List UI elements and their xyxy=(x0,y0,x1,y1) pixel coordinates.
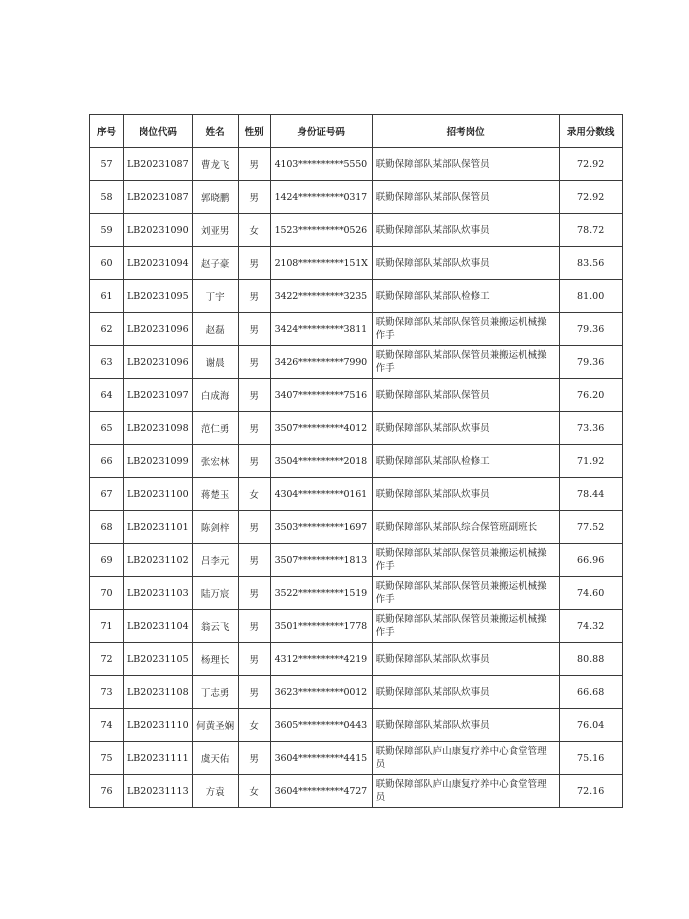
serial-no-cell: 74 xyxy=(90,709,124,742)
id-number-cell: 3604**********4727 xyxy=(270,775,372,808)
id-number-cell: 3501**********1778 xyxy=(270,610,372,643)
post-code-cell: LB20231087 xyxy=(124,181,193,214)
cutoff-score-cell: 83.56 xyxy=(559,247,622,280)
name-cell: 吕李元 xyxy=(192,544,238,577)
table-row xyxy=(90,775,623,808)
id-number-cell: 3504**********2018 xyxy=(270,445,372,478)
name-cell: 方袁 xyxy=(192,775,238,808)
id-number-cell: 3507**********1813 xyxy=(270,544,372,577)
serial-no-cell: 62 xyxy=(90,313,124,346)
cutoff-score-cell: 72.92 xyxy=(559,148,622,181)
table-row xyxy=(90,478,623,511)
post-code-cell: LB20231103 xyxy=(124,577,193,610)
table-row xyxy=(90,280,623,313)
name-cell: 曹龙飞 xyxy=(192,148,238,181)
name-cell: 谢晨 xyxy=(192,346,238,379)
serial-no-cell: 59 xyxy=(90,214,124,247)
serial-no-cell: 60 xyxy=(90,247,124,280)
serial-no-cell: 71 xyxy=(90,610,124,643)
id-number-cell: 4312**********4219 xyxy=(270,643,372,676)
cutoff-score-cell: 75.16 xyxy=(559,742,622,775)
table-row xyxy=(90,214,623,247)
gender-cell: 男 xyxy=(238,577,270,610)
serial-no-cell: 57 xyxy=(90,148,124,181)
serial-no-cell: 68 xyxy=(90,511,124,544)
cutoff-score-cell: 74.60 xyxy=(559,577,622,610)
table-row xyxy=(90,181,623,214)
serial-no-cell: 73 xyxy=(90,676,124,709)
gender-cell: 男 xyxy=(238,511,270,544)
cutoff-score-cell: 72.92 xyxy=(559,181,622,214)
id-number-cell: 2108**********151X xyxy=(270,247,372,280)
cutoff-score-cell: 81.00 xyxy=(559,280,622,313)
header-cutoff-score: 录用分数线 xyxy=(559,115,622,148)
gender-cell: 男 xyxy=(238,445,270,478)
name-cell: 赵子豪 xyxy=(192,247,238,280)
table-row xyxy=(90,643,623,676)
id-number-cell: 3407**********7516 xyxy=(270,379,372,412)
gender-cell: 女 xyxy=(238,775,270,808)
gender-cell: 男 xyxy=(238,280,270,313)
cutoff-score-cell: 66.96 xyxy=(559,544,622,577)
gender-cell: 男 xyxy=(238,379,270,412)
id-number-cell: 3503**********1697 xyxy=(270,511,372,544)
position-cell: 联勤保障部队某部队保管员兼搬运机械操作手 xyxy=(372,577,559,610)
position-cell: 联勤保障部队某部队炊事员 xyxy=(372,709,559,742)
id-number-cell: 3522**********1519 xyxy=(270,577,372,610)
name-cell: 张宏林 xyxy=(192,445,238,478)
post-code-cell: LB20231087 xyxy=(124,148,193,181)
position-cell: 联勤保障部队某部队检修工 xyxy=(372,280,559,313)
position-cell: 联勤保障部队某部队保管员兼搬运机械操作手 xyxy=(372,346,559,379)
post-code-cell: LB20231110 xyxy=(124,709,193,742)
gender-cell: 男 xyxy=(238,676,270,709)
id-number-cell: 1523**********0526 xyxy=(270,214,372,247)
header-post-code: 岗位代码 xyxy=(124,115,193,148)
gender-cell: 男 xyxy=(238,247,270,280)
gender-cell: 男 xyxy=(238,412,270,445)
cutoff-score-cell: 72.16 xyxy=(559,775,622,808)
position-cell: 联勤保障部队庐山康复疗养中心食堂管理员 xyxy=(372,775,559,808)
cutoff-score-cell: 79.36 xyxy=(559,346,622,379)
table-row xyxy=(90,544,623,577)
id-number-cell: 4103**********5550 xyxy=(270,148,372,181)
position-cell: 联勤保障部队某部队炊事员 xyxy=(372,676,559,709)
table-row xyxy=(90,742,623,775)
table-row xyxy=(90,313,623,346)
position-cell: 联勤保障部队某部队炊事员 xyxy=(372,247,559,280)
serial-no-cell: 75 xyxy=(90,742,124,775)
id-number-cell: 3424**********3811 xyxy=(270,313,372,346)
post-code-cell: LB20231108 xyxy=(124,676,193,709)
serial-no-cell: 63 xyxy=(90,346,124,379)
gender-cell: 女 xyxy=(238,214,270,247)
position-cell: 联勤保障部队某部队检修工 xyxy=(372,445,559,478)
position-cell: 联勤保障部队某部队炊事员 xyxy=(372,478,559,511)
post-code-cell: LB20231099 xyxy=(124,445,193,478)
position-cell: 联勤保障部队庐山康复疗养中心食堂管理员 xyxy=(372,742,559,775)
cutoff-score-cell: 71.92 xyxy=(559,445,622,478)
name-cell: 刘亚男 xyxy=(192,214,238,247)
position-cell: 联勤保障部队某部队保管员兼搬运机械操作手 xyxy=(372,610,559,643)
gender-cell: 男 xyxy=(238,313,270,346)
id-number-cell: 3422**********3235 xyxy=(270,280,372,313)
post-code-cell: LB20231105 xyxy=(124,643,193,676)
cutoff-score-cell: 78.72 xyxy=(559,214,622,247)
position-cell: 联勤保障部队某部队炊事员 xyxy=(372,214,559,247)
gender-cell: 男 xyxy=(238,346,270,379)
name-cell: 丁志勇 xyxy=(192,676,238,709)
cutoff-score-cell: 80.88 xyxy=(559,643,622,676)
serial-no-cell: 76 xyxy=(90,775,124,808)
name-cell: 陈剑梓 xyxy=(192,511,238,544)
serial-no-cell: 72 xyxy=(90,643,124,676)
table-header-row xyxy=(90,115,623,148)
position-cell: 联勤保障部队某部队保管员 xyxy=(372,181,559,214)
table-row xyxy=(90,148,623,181)
position-cell: 联勤保障部队某部队综合保管班副班长 xyxy=(372,511,559,544)
id-number-cell: 3426**********7990 xyxy=(270,346,372,379)
name-cell: 范仁勇 xyxy=(192,412,238,445)
post-code-cell: LB20231100 xyxy=(124,478,193,511)
post-code-cell: LB20231098 xyxy=(124,412,193,445)
name-cell: 白成海 xyxy=(192,379,238,412)
name-cell: 郭晓鹏 xyxy=(192,181,238,214)
name-cell: 何黄圣娴 xyxy=(192,709,238,742)
post-code-cell: LB20231094 xyxy=(124,247,193,280)
cutoff-score-cell: 78.44 xyxy=(559,478,622,511)
serial-no-cell: 69 xyxy=(90,544,124,577)
serial-no-cell: 67 xyxy=(90,478,124,511)
serial-no-cell: 64 xyxy=(90,379,124,412)
table-row xyxy=(90,379,623,412)
position-cell: 联勤保障部队某部队炊事员 xyxy=(372,412,559,445)
cutoff-score-cell: 66.68 xyxy=(559,676,622,709)
name-cell: 杨理长 xyxy=(192,643,238,676)
gender-cell: 男 xyxy=(238,544,270,577)
serial-no-cell: 70 xyxy=(90,577,124,610)
post-code-cell: LB20231101 xyxy=(124,511,193,544)
position-cell: 联勤保障部队某部队保管员兼搬运机械操作手 xyxy=(372,313,559,346)
table-row xyxy=(90,445,623,478)
id-number-cell: 3623**********0012 xyxy=(270,676,372,709)
name-cell: 蒋楚玉 xyxy=(192,478,238,511)
table-row xyxy=(90,412,623,445)
post-code-cell: LB20231102 xyxy=(124,544,193,577)
cutoff-score-cell: 79.36 xyxy=(559,313,622,346)
cutoff-score-cell: 73.36 xyxy=(559,412,622,445)
gender-cell: 男 xyxy=(238,148,270,181)
post-code-cell: LB20231097 xyxy=(124,379,193,412)
id-number-cell: 3605**********0443 xyxy=(270,709,372,742)
id-number-cell: 1424**********0317 xyxy=(270,181,372,214)
header-gender: 性别 xyxy=(238,115,270,148)
serial-no-cell: 61 xyxy=(90,280,124,313)
gender-cell: 男 xyxy=(238,643,270,676)
post-code-cell: LB20231096 xyxy=(124,313,193,346)
post-code-cell: LB20231095 xyxy=(124,280,193,313)
position-cell: 联勤保障部队某部队炊事员 xyxy=(372,643,559,676)
post-code-cell: LB20231111 xyxy=(124,742,193,775)
name-cell: 丁宇 xyxy=(192,280,238,313)
table-row xyxy=(90,709,623,742)
header-name: 姓名 xyxy=(192,115,238,148)
name-cell: 虞天佑 xyxy=(192,742,238,775)
header-id-number: 身份证号码 xyxy=(270,115,372,148)
serial-no-cell: 66 xyxy=(90,445,124,478)
position-cell: 联勤保障部队某部队保管员兼搬运机械操作手 xyxy=(372,544,559,577)
gender-cell: 女 xyxy=(238,478,270,511)
table-row xyxy=(90,247,623,280)
cutoff-score-cell: 74.32 xyxy=(559,610,622,643)
gender-cell: 女 xyxy=(238,709,270,742)
cutoff-score-cell: 76.20 xyxy=(559,379,622,412)
serial-no-cell: 58 xyxy=(90,181,124,214)
post-code-cell: LB20231090 xyxy=(124,214,193,247)
cutoff-score-cell: 77.52 xyxy=(559,511,622,544)
cutoff-score-cell: 76.04 xyxy=(559,709,622,742)
position-cell: 联勤保障部队某部队保管员 xyxy=(372,379,559,412)
post-code-cell: LB20231104 xyxy=(124,610,193,643)
header-position: 招考岗位 xyxy=(372,115,559,148)
admission-score-table xyxy=(89,114,623,808)
table-row xyxy=(90,511,623,544)
gender-cell: 男 xyxy=(238,181,270,214)
id-number-cell: 3604**********4415 xyxy=(270,742,372,775)
id-number-cell: 4304**********0161 xyxy=(270,478,372,511)
post-code-cell: LB20231113 xyxy=(124,775,193,808)
table-row xyxy=(90,577,623,610)
id-number-cell: 3507**********4012 xyxy=(270,412,372,445)
post-code-cell: LB20231096 xyxy=(124,346,193,379)
table-row xyxy=(90,610,623,643)
header-serial-no: 序号 xyxy=(90,115,124,148)
gender-cell: 男 xyxy=(238,610,270,643)
table-row xyxy=(90,676,623,709)
serial-no-cell: 65 xyxy=(90,412,124,445)
name-cell: 翁云飞 xyxy=(192,610,238,643)
name-cell: 陆万宸 xyxy=(192,577,238,610)
gender-cell: 男 xyxy=(238,742,270,775)
position-cell: 联勤保障部队某部队保管员 xyxy=(372,148,559,181)
name-cell: 赵磊 xyxy=(192,313,238,346)
table-row xyxy=(90,346,623,379)
